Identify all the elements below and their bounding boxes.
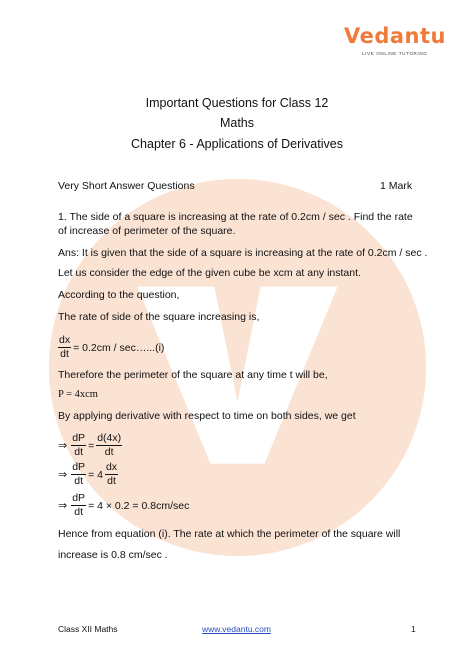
eq3-right-num: d(4x) bbox=[97, 432, 122, 444]
answer-line-5: Therefore the perimeter of the square at any time t will be, bbox=[58, 369, 328, 381]
equation-3 bbox=[58, 432, 122, 459]
footer-website-link[interactable]: www.vedantu.com bbox=[202, 624, 271, 634]
eq3-left-fraction bbox=[71, 432, 86, 459]
doc-title: Important Questions for Class 12 bbox=[145, 96, 329, 110]
eq4-left-den: dt bbox=[74, 475, 84, 487]
answer-line-6: By applying derivative with respect to time on both sides, we get bbox=[58, 410, 356, 422]
eq4-left-fraction bbox=[71, 461, 86, 488]
implies-icon: ⇒ bbox=[58, 469, 68, 481]
eq1-rhs: = 0.2cm / sec…...(i) bbox=[73, 341, 165, 354]
answer-line-3: According to the question, bbox=[58, 289, 180, 301]
eq3-equals: = bbox=[88, 439, 95, 452]
eq3-left-den: dt bbox=[74, 446, 84, 458]
section-marks: 1 Mark bbox=[380, 180, 413, 192]
eq3-right-fraction bbox=[96, 432, 122, 459]
equation-2: P = 4xcm bbox=[58, 389, 98, 400]
eq1-denominator: dt bbox=[60, 348, 69, 360]
answer-line-2: Let us consider the edge of the given cube be xcm at any instant. bbox=[58, 267, 361, 279]
logo-tagline: LIVE ONLINE TUTORING bbox=[362, 51, 428, 56]
answer-line-8: increase is 0.8 cm/sec . bbox=[58, 549, 168, 561]
equation-1 bbox=[58, 334, 164, 361]
section-name: Very Short Answer Questions bbox=[58, 180, 195, 192]
eq3-left-num: dP bbox=[72, 432, 86, 444]
eq4-middle: = 4 bbox=[88, 468, 103, 481]
answer-line-4: The rate of side of the square increasing is, bbox=[58, 311, 260, 323]
eq4-right-num: dx bbox=[105, 461, 118, 473]
implies-icon: ⇒ bbox=[58, 500, 68, 512]
eq3-right-den: dt bbox=[104, 446, 114, 458]
answer-line-7: Hence from equation (i). The rate at which the perimeter of the square will bbox=[58, 528, 401, 540]
page-number: 1 bbox=[411, 624, 416, 634]
doc-chapter: Chapter 6 - Applications of Derivatives bbox=[131, 137, 343, 151]
eq4-right-fraction bbox=[105, 461, 118, 488]
doc-subject: Maths bbox=[219, 116, 255, 130]
eq4-left-num: dP bbox=[72, 461, 86, 473]
answer-line-1: Ans: It is given that the side of a square is increasing at the rate of 0.2cm / sec . bbox=[58, 247, 428, 259]
equation-4 bbox=[58, 461, 118, 488]
footer-class: Class XII Maths bbox=[58, 624, 118, 634]
equation-5 bbox=[58, 492, 189, 519]
eq5-left-fraction bbox=[71, 492, 86, 519]
question-line-2: of increase of perimeter of the square. bbox=[58, 225, 236, 237]
eq4-right-den: dt bbox=[107, 475, 116, 487]
eq1-numerator: dx bbox=[59, 334, 71, 346]
eq5-rhs: = 4 × 0.2 = 0.8cm/sec bbox=[88, 499, 190, 512]
eq5-left-num: dP bbox=[72, 492, 86, 504]
question-line-1: 1. The side of a square is increasing at the rate of 0.2cm / sec . Find the rate bbox=[58, 211, 413, 223]
implies-icon: ⇒ bbox=[58, 440, 68, 452]
eq5-left-den: dt bbox=[74, 506, 84, 518]
fraction-dx-dt bbox=[58, 334, 71, 361]
vedantu-logo[interactable]: Vedantu bbox=[344, 24, 446, 48]
